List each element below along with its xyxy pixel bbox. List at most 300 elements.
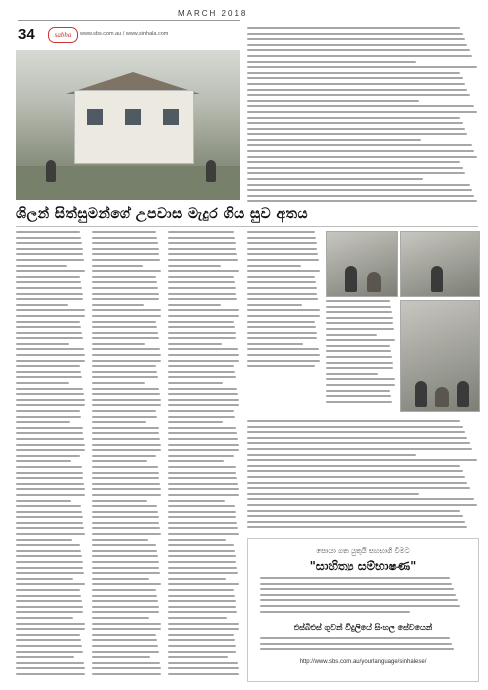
text-line bbox=[247, 66, 477, 68]
text-line bbox=[92, 265, 143, 267]
text-line bbox=[16, 248, 83, 250]
text-line bbox=[16, 444, 85, 446]
text-line bbox=[16, 544, 80, 546]
text-line bbox=[168, 376, 236, 378]
text-line bbox=[168, 472, 236, 474]
text-line bbox=[247, 100, 419, 102]
text-line bbox=[260, 643, 452, 645]
text-line bbox=[168, 455, 234, 457]
text-line bbox=[92, 298, 159, 300]
text-line bbox=[260, 588, 454, 590]
text-line bbox=[16, 360, 85, 362]
ad-body-text-2 bbox=[260, 637, 466, 655]
text-line bbox=[16, 326, 81, 328]
text-line bbox=[16, 550, 81, 552]
text-line bbox=[247, 38, 465, 40]
text-line bbox=[16, 259, 84, 261]
text-line bbox=[247, 265, 301, 267]
text-line bbox=[247, 493, 419, 495]
article-headline: ශිලන් සිත්සුමන්ගේ උපවාස මැදුර ගිය සුව අතය bbox=[16, 206, 309, 222]
text-line bbox=[260, 594, 456, 596]
text-line bbox=[168, 578, 226, 580]
text-line bbox=[168, 444, 239, 446]
text-line bbox=[247, 117, 460, 119]
text-line bbox=[168, 527, 238, 529]
text-line bbox=[168, 410, 234, 412]
text-line bbox=[16, 651, 83, 653]
text-line bbox=[16, 511, 82, 513]
text-line bbox=[168, 628, 239, 630]
text-line bbox=[168, 242, 236, 244]
text-line bbox=[16, 438, 84, 440]
text-line bbox=[247, 259, 319, 261]
text-line bbox=[16, 270, 85, 272]
text-line bbox=[168, 371, 235, 373]
column-top-right bbox=[247, 27, 479, 207]
text-line bbox=[92, 611, 159, 613]
text-line bbox=[16, 527, 84, 529]
text-line bbox=[326, 373, 378, 375]
text-line bbox=[92, 527, 160, 529]
text-line bbox=[168, 539, 226, 541]
text-line bbox=[16, 343, 69, 345]
text-line bbox=[247, 270, 320, 272]
text-line bbox=[92, 583, 161, 585]
text-line bbox=[16, 309, 85, 311]
main-photo bbox=[16, 50, 240, 200]
text-line bbox=[168, 332, 236, 334]
text-line bbox=[168, 321, 234, 323]
text-line bbox=[168, 511, 236, 513]
text-line bbox=[92, 293, 159, 295]
text-line bbox=[16, 393, 84, 395]
text-line bbox=[92, 281, 157, 283]
text-line bbox=[168, 293, 236, 295]
text-line bbox=[326, 362, 393, 364]
inline-photo-bottom bbox=[400, 300, 480, 412]
text-line bbox=[168, 309, 239, 311]
text-line bbox=[16, 348, 84, 350]
text-line bbox=[168, 343, 222, 345]
text-line bbox=[247, 139, 421, 141]
header-rule bbox=[18, 20, 240, 21]
text-line bbox=[92, 589, 156, 591]
text-line bbox=[16, 432, 83, 434]
text-line bbox=[247, 184, 470, 186]
text-line bbox=[168, 662, 238, 664]
text-line bbox=[168, 404, 239, 406]
text-line bbox=[168, 555, 236, 557]
ad-pretitle: සොයා ගත යුතුයි සහභාගි වීමට bbox=[316, 547, 410, 555]
text-line bbox=[168, 611, 237, 613]
text-line bbox=[92, 500, 147, 502]
text-line bbox=[16, 628, 85, 630]
text-line bbox=[247, 521, 465, 523]
text-line bbox=[16, 399, 85, 401]
text-line bbox=[168, 393, 238, 395]
text-line bbox=[92, 662, 160, 664]
text-line bbox=[16, 449, 85, 451]
text-line bbox=[168, 656, 228, 658]
text-line bbox=[16, 281, 81, 283]
text-line bbox=[16, 460, 71, 462]
text-line bbox=[168, 315, 239, 317]
text-line bbox=[168, 634, 234, 636]
text-line bbox=[247, 510, 460, 512]
text-line bbox=[168, 449, 239, 451]
text-line bbox=[260, 599, 458, 601]
text-line bbox=[16, 617, 73, 619]
column-right-upper bbox=[247, 231, 321, 371]
text-line bbox=[168, 416, 235, 418]
text-line bbox=[92, 399, 161, 401]
text-line bbox=[168, 360, 239, 362]
text-line bbox=[168, 304, 221, 306]
text-line bbox=[168, 259, 238, 261]
text-line bbox=[247, 487, 470, 489]
text-line bbox=[92, 667, 161, 669]
text-line bbox=[92, 326, 157, 328]
inline-photo-top bbox=[326, 231, 398, 297]
text-line bbox=[168, 639, 235, 641]
text-line bbox=[247, 476, 465, 478]
ad-url[interactable]: http://www.sbs.com.au/yourlanguage/sinhalese/ bbox=[299, 659, 427, 665]
ad-title: "සාහිත්‍ය සම්භාෂණ" bbox=[309, 559, 417, 573]
text-line bbox=[16, 673, 85, 675]
text-line bbox=[92, 455, 156, 457]
text-line bbox=[92, 628, 161, 630]
text-line bbox=[168, 595, 235, 597]
text-line bbox=[92, 304, 144, 306]
text-line bbox=[326, 401, 392, 403]
text-line bbox=[92, 539, 148, 541]
text-line bbox=[16, 572, 84, 574]
text-line bbox=[168, 337, 236, 339]
text-line bbox=[16, 427, 83, 429]
text-line bbox=[168, 505, 235, 507]
headline-rule bbox=[16, 226, 478, 227]
text-line bbox=[326, 390, 390, 392]
text-line bbox=[247, 437, 467, 439]
text-line bbox=[247, 287, 317, 289]
text-line bbox=[16, 483, 84, 485]
text-line bbox=[247, 315, 320, 317]
text-line bbox=[92, 276, 156, 278]
text-line bbox=[168, 421, 223, 423]
text-line bbox=[168, 438, 238, 440]
text-line bbox=[16, 589, 80, 591]
text-line bbox=[16, 494, 85, 496]
text-line bbox=[16, 410, 80, 412]
text-line bbox=[247, 442, 470, 444]
text-line bbox=[247, 200, 477, 202]
text-line bbox=[326, 345, 390, 347]
text-line bbox=[247, 454, 416, 456]
text-line bbox=[168, 623, 239, 625]
text-line bbox=[92, 365, 156, 367]
text-line bbox=[247, 133, 467, 135]
text-line bbox=[247, 72, 460, 74]
text-line bbox=[92, 259, 160, 261]
text-line bbox=[16, 634, 80, 636]
text-line bbox=[168, 276, 234, 278]
text-line bbox=[168, 388, 237, 390]
text-line bbox=[168, 365, 234, 367]
column-right-lower bbox=[247, 420, 479, 532]
text-line bbox=[168, 477, 237, 479]
text-line bbox=[16, 231, 80, 233]
text-line bbox=[247, 144, 472, 146]
text-line bbox=[92, 237, 157, 239]
text-line bbox=[92, 444, 161, 446]
text-line bbox=[16, 382, 69, 384]
text-line bbox=[168, 500, 225, 502]
text-line bbox=[92, 600, 158, 602]
text-line bbox=[326, 317, 393, 319]
text-line bbox=[16, 555, 82, 557]
text-line bbox=[16, 388, 83, 390]
text-line bbox=[247, 459, 477, 461]
text-line bbox=[168, 516, 236, 518]
text-line bbox=[247, 482, 467, 484]
text-line bbox=[16, 623, 85, 625]
text-line bbox=[326, 339, 395, 341]
text-line bbox=[92, 231, 156, 233]
publication-logo: sabha bbox=[48, 27, 78, 43]
text-line bbox=[92, 449, 161, 451]
text-line bbox=[92, 248, 159, 250]
text-line bbox=[16, 404, 85, 406]
text-line bbox=[326, 328, 394, 330]
text-line bbox=[16, 505, 81, 507]
text-line bbox=[168, 253, 237, 255]
text-line bbox=[247, 33, 463, 35]
text-line bbox=[326, 395, 391, 397]
text-line bbox=[247, 83, 465, 85]
text-line bbox=[16, 606, 83, 608]
text-line bbox=[92, 651, 159, 653]
text-line bbox=[247, 498, 474, 500]
text-line bbox=[247, 94, 470, 96]
text-line bbox=[16, 488, 85, 490]
text-line bbox=[260, 637, 450, 639]
text-line bbox=[168, 617, 227, 619]
text-line bbox=[247, 515, 463, 517]
text-line bbox=[326, 311, 392, 313]
text-line bbox=[92, 460, 147, 462]
text-line bbox=[92, 595, 157, 597]
text-line bbox=[247, 304, 302, 306]
text-line bbox=[168, 432, 237, 434]
text-line bbox=[92, 438, 160, 440]
text-line bbox=[92, 466, 158, 468]
inline-photo-right bbox=[400, 231, 480, 297]
text-line bbox=[16, 516, 83, 518]
text-line bbox=[168, 326, 235, 328]
text-line bbox=[92, 393, 160, 395]
text-line bbox=[92, 516, 159, 518]
text-line bbox=[16, 600, 82, 602]
text-line bbox=[168, 651, 236, 653]
text-line bbox=[168, 494, 239, 496]
text-line bbox=[92, 404, 161, 406]
text-line bbox=[92, 337, 159, 339]
text-line bbox=[16, 466, 82, 468]
text-line bbox=[16, 477, 83, 479]
text-line bbox=[92, 623, 161, 625]
text-line bbox=[92, 388, 159, 390]
issue-date: MARCH 2018 bbox=[178, 9, 248, 18]
text-line bbox=[92, 645, 158, 647]
text-line bbox=[92, 522, 159, 524]
text-line bbox=[168, 583, 239, 585]
text-line bbox=[16, 298, 83, 300]
text-line bbox=[247, 293, 317, 295]
text-line bbox=[16, 595, 81, 597]
text-line bbox=[247, 470, 463, 472]
text-line bbox=[168, 533, 239, 535]
text-line bbox=[247, 504, 477, 506]
text-line bbox=[92, 572, 160, 574]
text-line bbox=[16, 253, 83, 255]
text-line bbox=[247, 237, 316, 239]
text-line bbox=[16, 567, 83, 569]
text-line bbox=[247, 77, 463, 79]
text-line bbox=[16, 578, 73, 580]
text-line bbox=[247, 348, 319, 350]
column-right-mid bbox=[326, 300, 396, 410]
text-line bbox=[92, 533, 161, 535]
text-line bbox=[92, 656, 150, 658]
text-line bbox=[168, 488, 239, 490]
ad-body-text bbox=[260, 577, 466, 617]
text-line bbox=[247, 365, 315, 367]
text-line bbox=[247, 426, 463, 428]
text-line bbox=[16, 421, 70, 423]
text-line bbox=[168, 673, 239, 675]
text-line bbox=[247, 105, 474, 107]
text-line bbox=[247, 172, 465, 174]
text-line bbox=[92, 606, 159, 608]
text-line bbox=[16, 321, 80, 323]
text-line bbox=[326, 306, 391, 308]
text-line bbox=[92, 348, 160, 350]
text-line bbox=[168, 561, 236, 563]
text-line bbox=[16, 304, 68, 306]
text-line bbox=[326, 322, 393, 324]
text-line bbox=[92, 354, 161, 356]
text-line bbox=[16, 500, 71, 502]
text-line bbox=[247, 354, 320, 356]
text-line bbox=[16, 276, 80, 278]
text-line bbox=[92, 567, 159, 569]
text-line bbox=[92, 253, 159, 255]
text-line bbox=[247, 111, 477, 113]
text-line bbox=[16, 533, 85, 535]
text-line bbox=[16, 583, 85, 585]
text-line bbox=[247, 156, 477, 158]
text-line bbox=[92, 634, 156, 636]
text-line bbox=[16, 611, 83, 613]
text-line bbox=[168, 522, 237, 524]
text-line bbox=[92, 494, 161, 496]
text-line bbox=[168, 567, 237, 569]
text-line bbox=[168, 572, 238, 574]
text-line bbox=[168, 231, 234, 233]
text-line bbox=[247, 281, 316, 283]
text-line bbox=[16, 242, 82, 244]
ad-subtitle: එස්බීඑස් ගුවන් විදුලියේ සිංහල සේවයෙන් bbox=[293, 623, 433, 632]
text-line bbox=[16, 332, 82, 334]
text-line bbox=[260, 605, 460, 607]
text-line bbox=[260, 577, 450, 579]
text-line bbox=[247, 360, 320, 362]
text-line bbox=[247, 343, 303, 345]
text-line bbox=[247, 337, 317, 339]
text-line bbox=[92, 332, 158, 334]
text-line bbox=[168, 354, 239, 356]
text-line bbox=[247, 150, 474, 152]
text-line bbox=[16, 561, 83, 563]
text-line bbox=[168, 589, 234, 591]
text-line bbox=[92, 555, 158, 557]
text-line bbox=[92, 410, 156, 412]
text-line bbox=[92, 421, 146, 423]
text-line bbox=[247, 61, 416, 63]
text-line bbox=[326, 384, 395, 386]
text-line bbox=[326, 367, 393, 369]
text-line bbox=[247, 420, 460, 422]
text-line bbox=[168, 248, 236, 250]
text-line bbox=[16, 337, 83, 339]
text-line bbox=[92, 673, 161, 675]
column-center bbox=[168, 231, 240, 683]
text-line bbox=[92, 483, 160, 485]
text-line bbox=[168, 600, 236, 602]
text-line bbox=[168, 544, 234, 546]
text-line bbox=[247, 49, 470, 51]
text-line bbox=[168, 606, 236, 608]
text-line bbox=[326, 350, 391, 352]
text-line bbox=[92, 477, 159, 479]
column-middle bbox=[92, 231, 162, 683]
text-line bbox=[247, 465, 460, 467]
text-line bbox=[247, 332, 317, 334]
text-line bbox=[247, 276, 315, 278]
text-line bbox=[260, 611, 410, 613]
text-line bbox=[168, 427, 236, 429]
advertisement-box bbox=[247, 538, 479, 682]
text-line bbox=[247, 242, 317, 244]
text-line bbox=[247, 167, 463, 169]
text-line bbox=[247, 178, 423, 180]
text-line bbox=[247, 231, 315, 233]
text-line bbox=[168, 298, 237, 300]
text-line bbox=[16, 416, 81, 418]
text-line bbox=[247, 44, 467, 46]
text-line bbox=[16, 639, 81, 641]
text-line bbox=[247, 161, 460, 163]
text-line bbox=[247, 189, 472, 191]
text-line bbox=[16, 522, 83, 524]
text-line bbox=[168, 287, 236, 289]
text-line bbox=[247, 448, 472, 450]
text-line bbox=[92, 511, 158, 513]
text-line bbox=[92, 382, 145, 384]
text-line bbox=[16, 265, 67, 267]
text-line bbox=[16, 371, 81, 373]
text-line bbox=[16, 287, 82, 289]
